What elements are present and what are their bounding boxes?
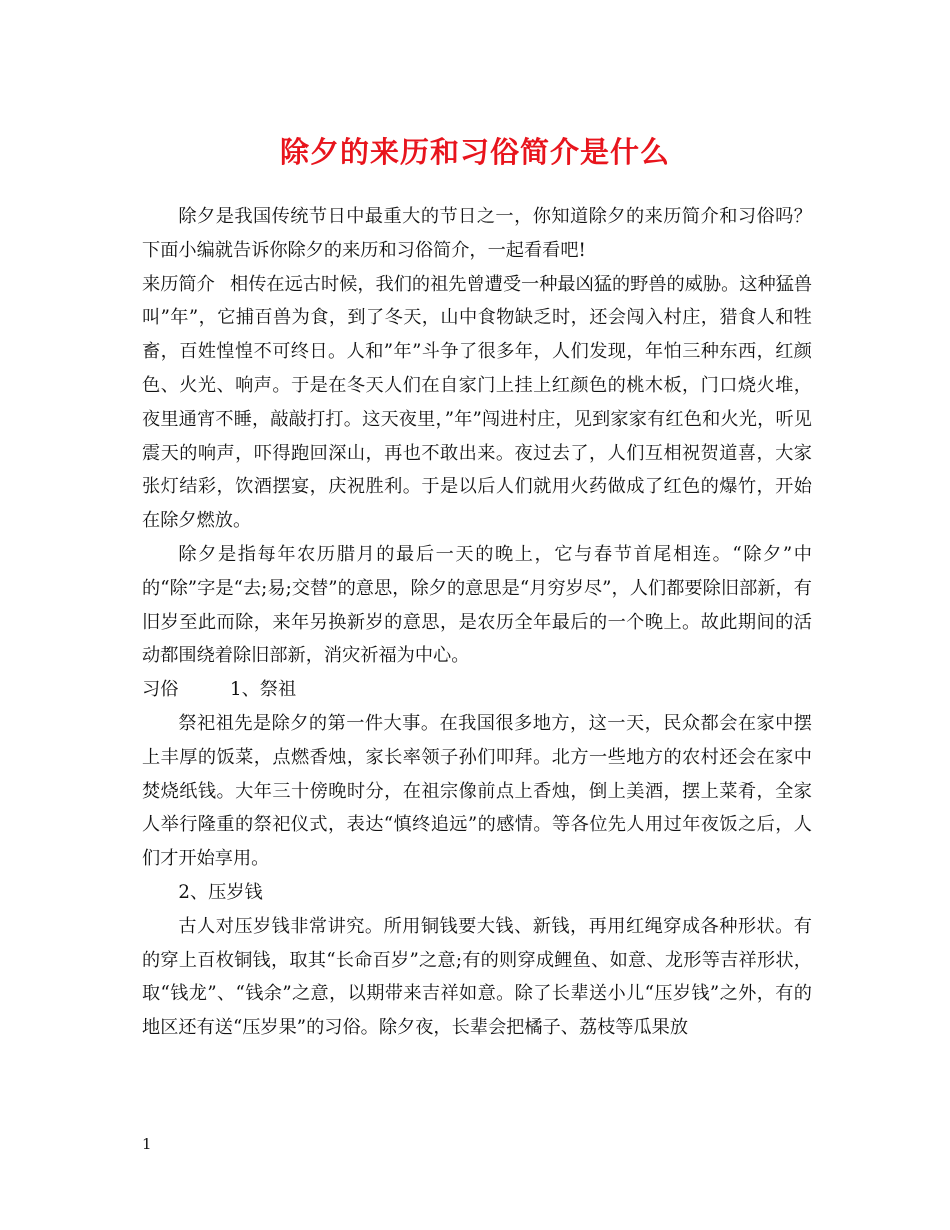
- custom1-heading: 1、祭祖: [230, 679, 297, 701]
- customs-label: 习俗: [142, 679, 179, 701]
- page-number: 1: [142, 1135, 152, 1153]
- custom1-paragraph: 祭祀祖先是除夕的第一件大事。在我国很多地方，这一天，民众都会在家中摆上丰厚的饭菜，点燃香烛，家长率领子孙们叩拜。北方一些地方的农村还会在家中焚烧纸钱。大年三十傍晚时分，在祖宗像前点上香烛，倒上美酒，摆上菜肴，全家人举行隆重的祭祀仪式，表达“慎终追远”的感情。等各位先人用过年夜饭之后，人们才开始享用。: [142, 712, 812, 870]
- origin-paragraph: [142, 268, 812, 538]
- document-body: [142, 200, 812, 1045]
- intro-paragraph: 除夕是我国传统节日中最重大的节日之一，你知道除夕的来历简介和习俗吗？下面小编就告诉你除夕的来历和习俗简介，一起看看吧!: [142, 206, 812, 261]
- document-title: 除夕的来历和习俗简介是什么: [279, 135, 670, 169]
- origin-label: 来历简介: [142, 273, 215, 295]
- customs-heading: [142, 673, 812, 707]
- meaning-paragraph: 除夕是指每年农历腊月的最后一天的晚上，它与春节首尾相连。“除夕”中的“除”字是“去;易;交替”的意思，除夕的意思是“月穷岁尽”，人们都要除旧部新，有旧岁至此而除，来年另换新岁的意思，是农历全年最后的一个晚上。故此期间的活动都围绕着除旧部新，消灾祈福为中心。: [142, 543, 812, 667]
- custom2-paragraph: 古人对压岁钱非常讲究。所用铜钱要大钱、新钱，再用红绳穿成各种形状。有的穿上百枚铜钱，取其“长命百岁”之意;有的则穿成鲤鱼、如意、龙形等吉祥形状，取“钱龙”、“钱余”之意，以期带来吉祥如意。除了长辈送小儿“压岁钱”之外，有的地区还有送“压岁果”的习俗。除夕夜，长辈会把橘子、荔枝等瓜果放: [142, 915, 812, 1039]
- origin-text: 相传在远古时候，我们的祖先曾遭受一种最凶猛的野兽的威胁。这种猛兽叫”年”，它捕百兽为食，到了冬天，山中食物缺乏时，还会闯入村庄，猎食人和牲畜，百姓惶惶不可终日。人和”年”斗争了很多年，人们发现，年怕三种东西，红颜色、火光、响声。于是在冬天人们在自家门上挂上红颜色的桃木板，门口烧火堆，夜里通宵不睡，敲敲打打。这天夜里，”年”闯进村庄，见到家家有红色和火光，听见震天的响声，吓得跑回深山，再也不敢出来。夜过去了，人们互相祝贺道喜，大家张灯结彩，饮酒摆宴，庆祝胜利。于是以后人们就用火药做成了红色的爆竹，开始在除夕燃放。: [142, 273, 813, 532]
- custom2-heading: 2、压岁钱: [178, 881, 263, 903]
